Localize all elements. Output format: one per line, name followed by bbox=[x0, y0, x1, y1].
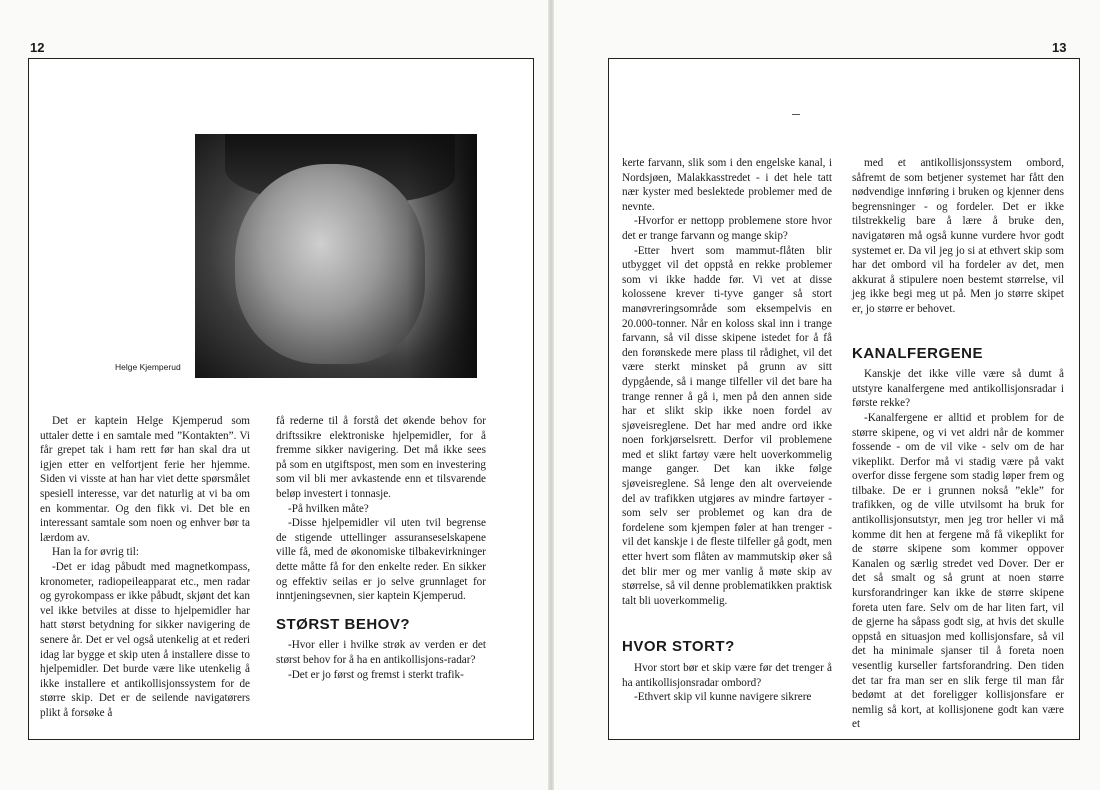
paragraph: -Hvor eller i hvilke strøk av verden er det størst behov for å ha en antikollisjons-radar? bbox=[276, 639, 486, 666]
paragraph: -Kanalfergene er alltid et problem for de større skipene, og vi vet aldri når de kommer fossende - om de vil vike - selv om de har vikeplikt. Derfor må vi stadig være på vakt overfor disse fergene som stadig løper frem og tilbake. De er i grunnen nokså ”ekle” for trafikken, og de ville utvilsomt ha bruk for antikollisjonsutstyr, men jeg tror heller vi må komme dit hen at fergene må få vikeplikt for de større skipene som kommer oppover Kanalen og særlig stredet ved Dover. Der er det så smalt og så grunt at noen større kursforandringer kan ikke de større skipene foreta uten fare. Selv om de har liten fart, vil de gjerne ha såpass godt sig, at hvis det skulle oppstå en situasjon med kollisjonsfare, så vil det ha minimale sjanser til å foreta noen vesentlig kurseller fartsforandring. Den tiden det tar fra man ser en slik ferge til man får bedømt at det foreligger kollisjonsfare er nemlig så kort, at kollisjonene godt kan være et bbox=[852, 411, 1064, 731]
paragraph: Kanskje det ikke ville være så dumt å utstyre kanalfergene med antikollisjonsradar i første rekke? bbox=[852, 368, 1064, 410]
right-column-2 bbox=[852, 156, 1064, 732]
photo-shadow bbox=[407, 134, 477, 378]
paragraph: få rederne til å forstå det økende behov for driftssikre elektroniske hjelpemidler, for å fremme sikker navigering. Det må ikke sees på som en utgiftspost, men som en investering som vil bli mer avkastende enn et tilsvarende beløp investert i tonnasje. bbox=[276, 415, 486, 500]
paragraph: -Ethvert skip vil kunne navigere sikrere bbox=[634, 691, 812, 704]
paragraph: kerte farvann, slik som i den engelske kanal, i Nordsjøen, Malakkasstredet - i det hele tatt nær kyster med beslektede problemer med de nevnte. bbox=[622, 157, 832, 213]
heading-hvor-stort: HVOR STORT? bbox=[622, 638, 735, 656]
portrait-photo bbox=[195, 134, 477, 378]
paragraph: -Det er idag påbudt med magnetkompass, kronometer, radiopeileapparat etc., men radar og gyrokompass er ikke påbudt, skjønt det kan vel ikke betviles at disse to hjelpemidler har hatt størst betydning for sikker navigering de senere år. Det er vel også utenkelig at et rederi idag lar bygge et skip uten å installere disse to hjelpemidler. Det burde være like utenkelig å ikke installere et antikollisjonssystem for de større skip. Det er de seilende navigatørers plikt å forsøke å bbox=[40, 560, 250, 719]
heading-storst-behov: STØRST BEHOV? bbox=[276, 615, 411, 633]
left-column-1 bbox=[40, 414, 250, 720]
paragraph: Hvor stort bør et skip være før det trenger å ha antikollisjonsradar ombord? bbox=[622, 662, 832, 689]
right-column-1 bbox=[622, 156, 832, 705]
paragraph: med et antikollisjonssystem ombord, såfremt de som betjener systemet har fått den nødvendige innføring i bruken og kjenner dens begrensninger - og fordeler. Det er ikke tilstrekkelig bare å lære å bruke den, navigatøren må også kunne vurdere hvor godt systemet er. Da vil jeg jo si at ethvert skip som har det ombord vil ha fordeler av det, men akkurat å stipulere noen bestemt størrelse, vil jeg ikke begi meg ut på. Men jo større skipet er, jo større er behovet. bbox=[852, 157, 1064, 315]
paragraph: -Etter hvert som mammut-flåten blir utbygget vil det oppstå en rekke problemer som vi ikke hadde før. Vi vet at disse kolossene krever ti-tyve ganger så stort manøvreringsområde som eksempelvis en 20.000-tonner. Når en koloss skal inn i trange farvann, så vil disse skipene istedet for å få den forønskede mere plass til rådighet, vil det være sterkt minsket på grunn av sitt dypgående, så i mange tilfeller vil det bare ha trange renner å gå i, men på den annen side har et slikt skip ikke noen fordel av sjøveisreglene. Det har med andre ord ikke noen forkjørselsrett. Derfor vil problemene med et slikt fartøy være helt uoverkommelig mange ganger. Det kan ikke følge sjøveisreglene. Så lenge den alt overveiende del av trafikken utgjøres av mindre fartøyer - som selv ser problemet og kan dra de fordelene som kjempen føler at han trenger - vil det kanskje i de fleste tilfeller gå godt, men etter hvert som flåten av mammutskip øker så det blir mer og mer vanlig å møte skip av størrelse, så vil denne problematikken praktisk talt bli uoverkommelig. bbox=[622, 244, 832, 607]
paragraph: -Disse hjelpemidler vil uten tvil begrense de stigende uttellinger assuranseselskapene ville få, med de økonomiske tilbakevirkninger dette måtte få for den enkelte reder. En sikker og effektiv seilas er jo selve grunnlaget for inntjeningsevnen, sier kaptein Kjemperud. bbox=[276, 517, 486, 603]
paragraph: -Hvorfor er nettopp problemene store hvor det er trange farvann og mange skip? bbox=[622, 215, 832, 242]
photo-face-shape bbox=[235, 164, 425, 364]
heading-kanalfergene: KANALFERGENE bbox=[852, 344, 984, 362]
right-page-number: 13 bbox=[1052, 40, 1067, 55]
stray-mark bbox=[792, 114, 800, 115]
page-gutter bbox=[548, 0, 554, 790]
left-page-number: 12 bbox=[30, 40, 45, 55]
paragraph: -Det er jo først og fremst i sterkt trafik- bbox=[288, 668, 464, 681]
photo-caption: Helge Kjemperud bbox=[115, 362, 181, 372]
paragraph: -På hvilken måte? bbox=[288, 502, 369, 515]
paragraph: Han la for øvrig til: bbox=[52, 546, 139, 559]
paragraph: Det er kaptein Helge Kjemperud som uttaler dette i en samtale med ”Kontakten”. Vi får grepet tak i ham rett før han skal dra ut igjen etter en velfortjent ferie her hjemme. Siden vi visste at han har viet dette spørsmålet spesiell interesse, var det naturlig at vi ba om en kommentar. Og den fikk vi. Det ble en interessant samtale som noen og enhver bør ta lærdom av. bbox=[40, 415, 250, 544]
left-column-2 bbox=[276, 414, 486, 682]
